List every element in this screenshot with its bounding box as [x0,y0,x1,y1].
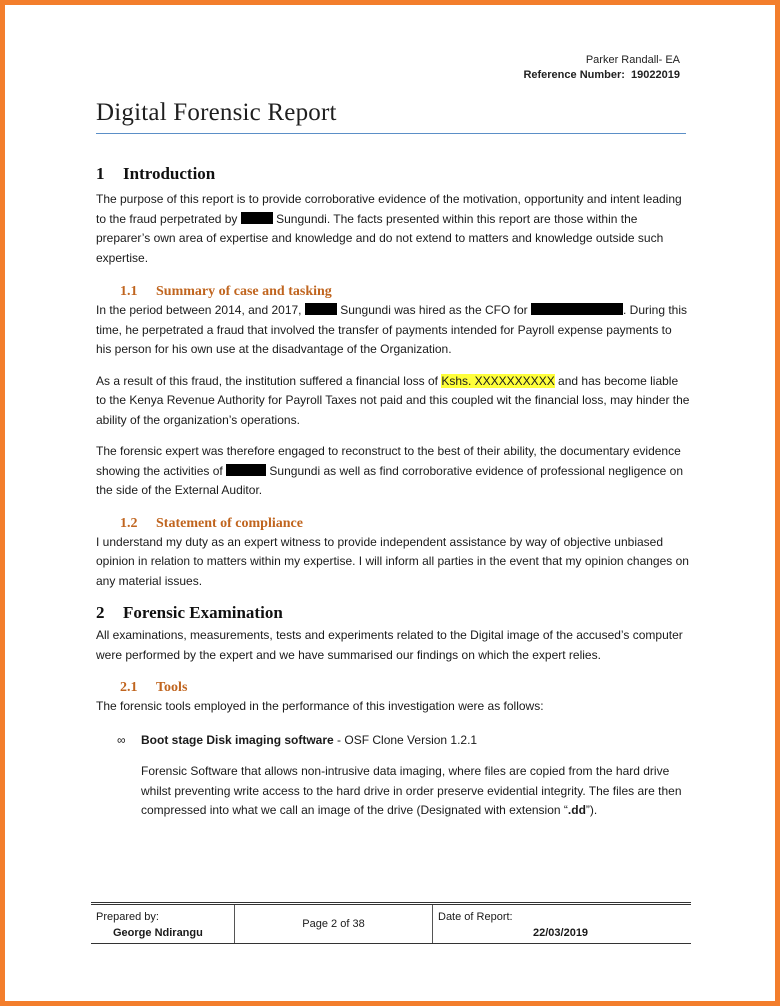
reference-label: Reference Number: [523,69,625,81]
footer-page-cell [235,905,433,943]
section-2-heading [96,602,690,624]
text-run: “ [563,803,568,817]
redaction-box [226,464,266,476]
section-title: Summary of case and tasking [156,284,332,299]
tool-bullet [96,731,690,751]
redaction-box [305,303,337,315]
tool-version: - OSF Clone Version 1.2.1 [333,732,478,747]
text-run: and has become liable to the Kenya Revenue Authority for Payroll Taxes not paid and this coupled wit the financial loss, may hinder the ability of the organization’s operations. [96,373,690,427]
text-run: Sungundi as well as find corroborative evidence of professional negligence on the side of the External Auditor. [96,463,684,497]
header-block [523,53,680,83]
examination-paragraph: All examinations, measurements, tests and experiments related to the Digital image of the accused’s computer were performed by the expert and we have summarised our findings on which the expert relies. [96,628,683,662]
section-2-1-heading [96,679,690,697]
compliance-paragraph: I understand my duty as an expert witness to provide independent assistance by way of objective unbiased opinion in relation to matters within my expertise. I will inform all parties in the event that my opinion changes on any material issues. [96,534,689,588]
text-run: The purpose of this report is to provide corroborative evidence of the motivation, opportunity and intent leading to the fraud perpetrated by [96,192,682,226]
text-run: In the period between 2014, and 2017, [96,303,302,317]
section-title: Forensic Examination [123,603,283,622]
report-body [96,163,690,821]
section-title: Introduction [123,164,216,183]
footer-table [91,902,691,944]
section-number: 2.1 [120,680,138,695]
author-line: Parker Randall- EA [585,54,680,66]
text-run: The forensic expert was therefore engaged to reconstruct to the best of their ability, the documentary evidence showing the activities of [96,444,681,478]
page-title: Digital Forensic Report [96,99,686,134]
summary-paragraph-3 [96,442,690,501]
text-run: Sungundi. The facts presented within this report are those within the preparer’s own area of expertise and knowledge and do not extend to matters and knowledge outside such expertise. [96,211,664,265]
summary-paragraph-1 [96,301,690,360]
date-value: 22/03/2019 [533,927,589,939]
section-number: 1.1 [120,284,138,299]
highlighted-amount: Kshs. XXXXXXXXXX [441,373,555,388]
summary-paragraph-2 [96,372,690,431]
page-number: Page 2 of 38 [302,918,365,930]
intro-paragraph [96,190,690,268]
infinity-bullet-icon: ∞ [117,732,126,747]
section-1-2-heading [96,515,690,533]
section-1-1-heading [96,283,690,301]
date-label: Date of Report: [438,911,513,923]
document-page [5,5,775,1001]
section-number: 2 [96,603,105,622]
footer-date-cell [433,905,691,943]
text-run: ”). [585,803,598,817]
text-run: During this time, he perpetrated a fraud that involved the transfer of payments intended for Payroll expense payments to his person for his own use at the disadvantage of the Organization. [96,303,688,356]
redaction-box [531,303,623,315]
tools-intro: The forensic tools employed in the performance of this investigation were as follows: [96,699,544,713]
text-run: . [622,303,627,317]
text-run: Sungundi was hired as the CFO for [340,303,528,317]
prepared-name: George Ndirangu [113,927,203,939]
tool-name: Boot stage Disk imaging software [141,732,334,747]
section-number: 1 [96,164,105,183]
reference-line [523,68,680,83]
footer-prepared-cell [91,905,235,943]
section-1-heading [96,163,690,185]
section-title: Statement of compliance [156,515,303,531]
redaction-box [241,212,273,224]
reference-number: 19022019 [631,69,680,81]
file-extension: .dd [567,803,586,817]
text-run: Forensic Software that allows non-intrusive data imaging, where files are copied from the hard drive whilst preventing write access to the hard drive in order preserve evidential integrity. The files are then compressed into what we call an image of the drive (Designated with extension [141,764,682,817]
tool-description [96,762,690,821]
section-number: 1.2 [120,515,138,531]
prepared-label: Prepared by: [96,911,159,923]
text-run: As a result of this fraud, the institution suffered a financial loss of [96,373,438,388]
section-title: Tools [156,680,188,695]
